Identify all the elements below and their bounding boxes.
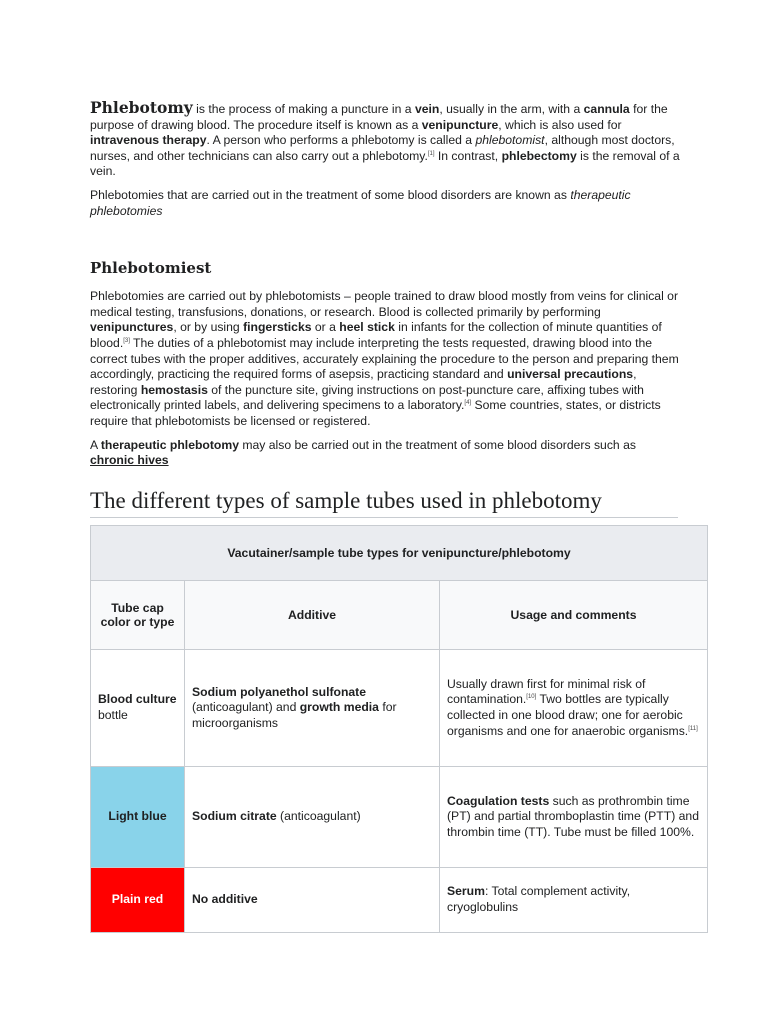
text-run: heel stick (339, 320, 395, 335)
text-run: is the removal of a vein. (90, 148, 680, 179)
text-run: Phlebotomies that are carried out in the treatment of some blood disorders are known as (90, 187, 571, 202)
header-tube-cap: Tube cap color or type (91, 581, 185, 650)
article-body (90, 100, 680, 518)
cell-additive-plain-red (185, 868, 440, 933)
text-run: intravenous therapy (90, 133, 207, 148)
text-run: therapeutic phlebotomy (100, 437, 239, 452)
table-row-light-blue (91, 767, 708, 868)
header-usage: Usage and comments (440, 581, 708, 650)
text-run: Serum (447, 884, 485, 899)
text-run: therapeutic phlebotomies (90, 187, 631, 218)
intro-paragraph (90, 100, 680, 180)
text-run: venipunctures (90, 320, 174, 335)
section-heading-phlebotomiest: Phlebotomiest (90, 259, 212, 278)
citation: [1] (427, 150, 435, 157)
text-run: Coagulation tests (447, 793, 550, 808)
cell-usage-plain-red (440, 868, 708, 933)
text-run: The duties of a phlebotomist may include interpreting the tests requested, drawing blood into the correct tubes with the proper additives, accurately explaining the procedure to the person and preparing them accordingly, practicing the required forms of asepsis, practicing standard and (90, 335, 679, 382)
text-run: Sodium polyanethol sulfonate (192, 684, 367, 699)
table-header-row (91, 581, 708, 650)
text-run: Usually drawn first for minimal risk of contamination. (447, 676, 646, 707)
text-run: such as prothrombin time (PT) and partial thromboplastin time (PTT) and thrombin time (TT). Tube must be filled 100%. (447, 793, 699, 839)
cell-additive-light-blue (185, 767, 440, 868)
text-run: or a (311, 320, 340, 335)
text-run: , or by using (173, 320, 244, 335)
text-run: No additive (192, 892, 258, 907)
citation: [11] (688, 725, 698, 732)
cell-additive-blood-culture (185, 650, 440, 767)
phlebotomist-paragraph (90, 289, 680, 429)
text-run: may also be carried out in the treatment of some blood disorders such as (238, 437, 636, 452)
text-run: universal precautions (507, 367, 634, 382)
text-run: in infants for the collection of minute quantities of blood. (90, 320, 662, 350)
text-run: Phlebotomy (90, 98, 193, 117)
sample-tube-table (90, 525, 708, 933)
text-run: cannula (583, 102, 630, 116)
text-run: fingersticks (243, 320, 312, 335)
section-heading-sample-tubes: The different types of sample tubes used in phlebotomy (90, 487, 678, 518)
therapeutic-phlebotomy-paragraph (90, 438, 680, 469)
citation: [4] (464, 400, 472, 407)
table-row-plain-red (91, 868, 708, 933)
text-run: Blood culture (98, 692, 177, 707)
text-run: , which is also used for (498, 117, 622, 132)
text-run: (anticoagulant) and (192, 700, 300, 715)
text-run: (anticoagulant) (276, 809, 361, 824)
cell-cap-blood-culture (91, 650, 185, 767)
text-run: bottle (98, 708, 128, 722)
table-caption: Vacutainer/sample tube types for venipuncture/phlebotomy (91, 526, 708, 581)
text-run: Two bottles are typically collected in one blood draw; one for aerobic organisms and one for anaerobic organisms. (447, 692, 689, 738)
text-run: venipuncture (421, 117, 499, 132)
text-run: , restoring (90, 367, 637, 397)
text-run: A (90, 437, 101, 452)
text-run: growth media (299, 700, 379, 715)
text-run: In contrast, (434, 148, 502, 163)
text-run: Light blue (108, 809, 167, 824)
text-run: Phlebotomies are carried out by phlebotomists – people trained to draw blood mostly from veins for clinical or medical testing, transfusions, donations, or research. Blood is collected primarily by performing (90, 289, 678, 319)
cell-usage-light-blue (440, 767, 708, 868)
citation: [10] (526, 694, 537, 701)
cell-cap-plain-red (91, 868, 185, 933)
text-run: . A person who performs a phlebotomy is called a (206, 133, 476, 148)
text-run: , usually in the arm, with a (439, 102, 584, 116)
text-run: phlebectomy (501, 148, 577, 163)
text-run: Sodium citrate (192, 809, 277, 824)
table-row-blood-culture (91, 650, 708, 767)
header-additive: Additive (185, 581, 440, 650)
text-run: Some countries, states, or districts require that phlebotomists be licensed or registered. (90, 398, 661, 428)
text-run: of the puncture site, giving instructions on post-puncture care, affixing tubes with electronically printed labels, and delivering specimens to a laboratory. (90, 382, 644, 413)
therapeutic-paragraph (90, 188, 680, 219)
link-text[interactable]: chronic hives (90, 453, 169, 468)
text-run: is the process of making a puncture in a (192, 102, 415, 116)
text-run: , although most doctors, nurses, and other technicians can also carry out a phlebotomy. (90, 133, 675, 163)
text-run: vein (414, 102, 440, 116)
cell-usage-blood-culture (440, 650, 708, 767)
text-run: phlebotomist (475, 133, 545, 148)
text-run: for microorganisms (192, 700, 397, 730)
text-run: Plain red (111, 892, 164, 907)
text-run: for the purpose of drawing blood. The procedure itself is known as a (90, 102, 668, 132)
text-run: hemostasis (140, 382, 208, 397)
citation: [3] (123, 337, 130, 344)
cell-cap-light-blue (91, 767, 185, 868)
text-run: : Total complement activity, cryoglobulins (447, 884, 631, 914)
